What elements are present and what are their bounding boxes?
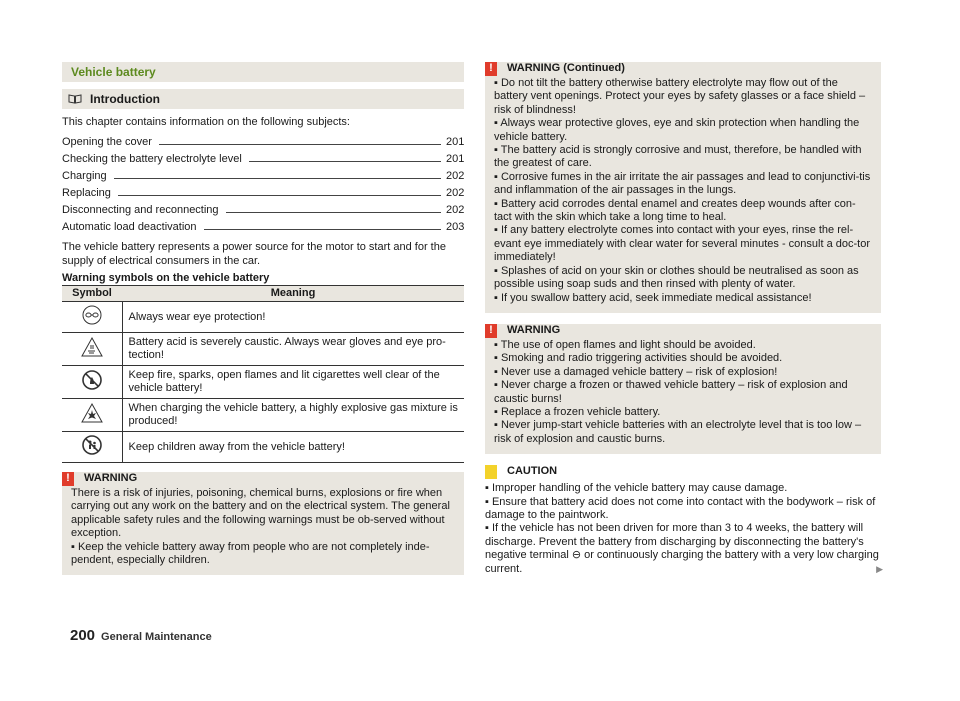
warning-item: ▪ If you swallow battery acid, seek immediate medical assistance! (494, 291, 812, 304)
eye-protection-icon (62, 302, 122, 333)
warning-item: ▪ The battery acid is strongly corrosive and must, therefore, be handled with the greatest of care. (494, 144, 862, 170)
toc-page: 203 (446, 221, 465, 233)
book-icon (68, 94, 82, 104)
warning-box-continued (485, 62, 881, 313)
warning-text: ▪ Keep the vehicle battery away from people who are not completely inde-pendent, especially children. (71, 540, 430, 567)
toc-leader (114, 178, 441, 179)
toc-label: Disconnecting and reconnecting (62, 204, 219, 216)
warning-title: WARNING (Continued) (507, 62, 625, 75)
explosive-gas-icon (62, 399, 122, 432)
warning-item: ▪ Always wear protective gloves, eye and skin protection when handling the vehicle battery. (494, 117, 860, 143)
warning-item: ▪ Never use a damaged vehicle battery – risk of explosion! (494, 365, 778, 378)
toc-item[interactable] (62, 166, 464, 183)
table-cell-meaning: Keep fire, sparks, open flames and lit cigarettes well clear of the vehicle battery! (122, 366, 464, 399)
toc-item[interactable] (62, 217, 464, 234)
toc-page: 202 (446, 187, 465, 199)
intro-header (62, 89, 464, 109)
toc-label: Charging (62, 170, 107, 182)
table-cell-meaning: Always wear eye protection! (122, 302, 464, 333)
caution-item-text: ▪ If the vehicle has not been driven for more than 3 to 4 weeks, the battery will discharge. Prevent the battery from discharging by disconnecting the battery's negative terminal ⊖ or continuously charging the battery with a very low charging current. (485, 522, 879, 575)
caution-item: ▪ Improper handling of the vehicle battery may cause damage. (485, 482, 788, 495)
right-column (485, 62, 881, 576)
toc-page: 202 (446, 170, 465, 182)
chapter-name: General Maintenance (101, 631, 212, 643)
caution-item: ▪ Ensure that battery acid does not come into contact with the bodywork – risk of damage to the paintwork. (485, 495, 876, 521)
table-title: Warning symbols on the vehicle battery (62, 272, 270, 284)
warning-text: There is a risk of injuries, poisoning, chemical burns, explosions or fire when carrying out any work on the battery and on the electrical system. The general applicable safety rules and the following warnings must be ob-served without exception. (71, 487, 450, 540)
toc-label: Automatic load deactivation (62, 221, 197, 233)
caution-box (485, 465, 881, 576)
warning-box-explosion (485, 324, 881, 454)
toc-item[interactable] (62, 183, 464, 200)
continue-arrow-icon: ▶ (876, 563, 883, 574)
toc-item[interactable] (62, 200, 464, 217)
toc-leader (159, 144, 441, 145)
no-children-icon (62, 432, 122, 463)
warning-item: ▪ Splashes of acid on your skin or clothes should be neutralised as soon as possible using soap suds and then rinsed with plenty of water. (494, 264, 859, 291)
table-row (62, 399, 464, 432)
table-row (62, 366, 464, 399)
toc-item[interactable] (62, 132, 464, 149)
warning-item: ▪ Battery acid corrodes dental enamel and creates deep wounds after con-tact with the skin which take a long time to heal. (494, 197, 856, 224)
warning-header (62, 472, 455, 486)
warning-header (485, 62, 872, 76)
table-header-symbol: Symbol (62, 286, 122, 302)
warning-symbols-table (62, 285, 464, 463)
toc-label: Replacing (62, 187, 111, 199)
toc-leader (249, 161, 441, 162)
warning-item: ▪ Never jump-start vehicle batteries with an electrolyte level that is too low – risk of explosion and caustic burns. (494, 419, 862, 445)
toc-leader (118, 195, 441, 196)
intro-text: This chapter contains information on the following subjects: (62, 116, 350, 128)
left-column (62, 62, 464, 575)
toc-page: 201 (446, 136, 465, 148)
toc-label: Checking the battery electrolyte level (62, 153, 242, 165)
warning-icon: ! (62, 472, 74, 486)
toc-label: Opening the cover (62, 136, 152, 148)
warning-item: ▪ If any battery electrolyte comes into contact with your eyes, rinse the rel-evant eye immediately with clear water for several minutes - consult a doc-tor immediately! (494, 224, 870, 264)
toc-list (62, 132, 464, 234)
warning-title: WARNING (507, 324, 561, 337)
caution-title: CAUTION (507, 465, 558, 478)
table-cell-meaning: When charging the vehicle battery, a highly explosive gas mixture is produced! (122, 399, 464, 432)
warning-item: ▪ Do not tilt the battery otherwise battery electrolyte may flow out of the battery vent openings. Protect your eyes by safety glasses or a face shield – risk of blindness! (494, 77, 866, 116)
warning-item: ▪ Replace a frozen vehicle battery. (494, 405, 661, 418)
toc-item[interactable] (62, 149, 464, 166)
toc-leader (204, 229, 441, 230)
warning-item: ▪ Corrosive fumes in the air irritate the air passages and lead to conjunctivi-tis and inflammation of the air passages in the lungs. (494, 170, 871, 197)
warning-item: ▪ Smoking and radio triggering activities should be avoided. (494, 352, 783, 365)
warning-box-general (62, 472, 464, 575)
table-header-meaning: Meaning (122, 286, 464, 302)
table-cell-meaning: Battery acid is severely caustic. Always wear gloves and eye pro-tection! (122, 333, 464, 366)
caution-header (485, 465, 881, 479)
caustic-hand-icon (62, 333, 122, 366)
toc-page: 201 (446, 153, 465, 165)
description: The vehicle battery represents a power source for the motor to start and for the supply of electrical consumers in the car. (62, 241, 446, 267)
section-title: Vehicle battery (62, 62, 464, 82)
toc-page: 202 (446, 204, 465, 216)
intro-title: Introduction (90, 92, 160, 106)
no-fire-icon (62, 366, 122, 399)
table-row (62, 333, 464, 366)
warning-item: ▪ Never charge a frozen or thawed vehicle battery – risk of explosion and caustic burns! (494, 379, 848, 405)
table-row (62, 432, 464, 463)
page-number: 200 (70, 627, 96, 644)
warning-header (485, 324, 872, 338)
warning-icon: ! (485, 62, 497, 76)
warning-icon: ! (485, 324, 497, 338)
toc-leader (226, 212, 441, 213)
caution-item (485, 522, 881, 576)
warning-title: WARNING (84, 472, 138, 485)
page-footer (70, 627, 212, 644)
caution-icon (485, 465, 497, 479)
table-row (62, 302, 464, 333)
warning-item: ▪ The use of open flames and light should be avoided. (494, 338, 756, 351)
table-cell-meaning: Keep children away from the vehicle battery! (122, 432, 464, 463)
